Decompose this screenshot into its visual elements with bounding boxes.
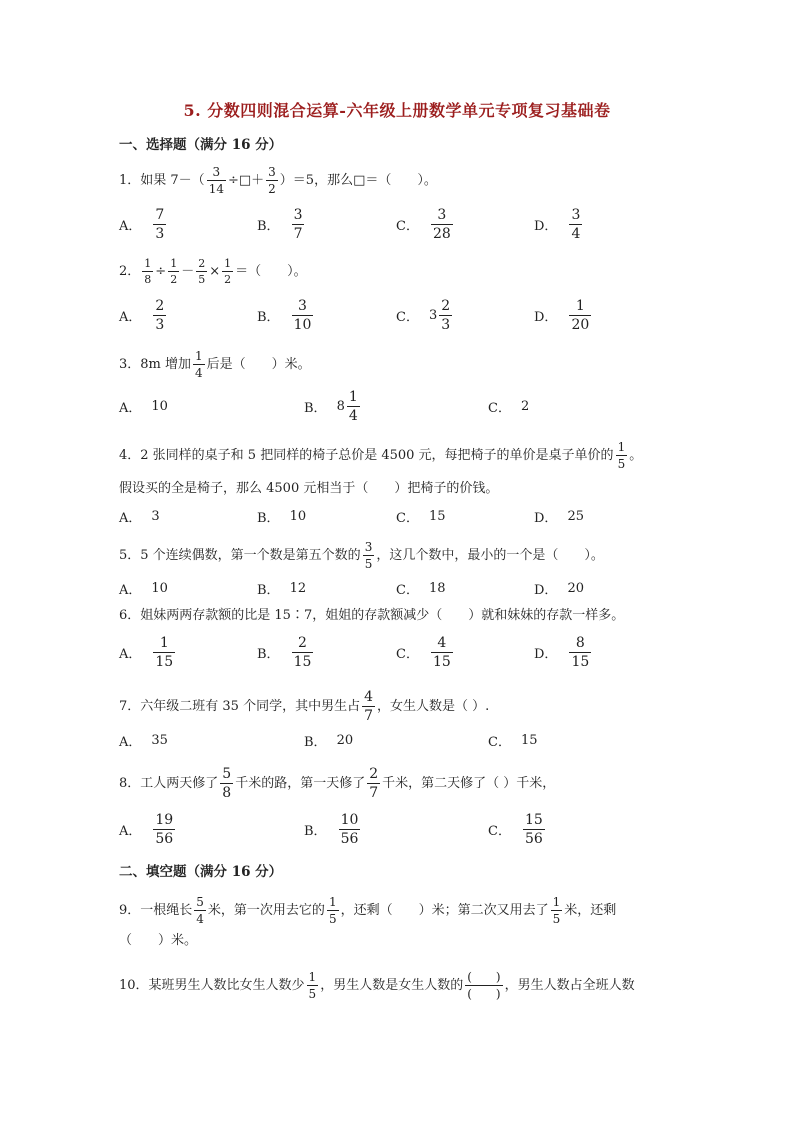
question-9: 9．一根绳长 $\frac{5}{4}$ 米，第一次用去它的 $\frac{1}{5}$ ，还剩（ ）米；第二次又用去了 $\frac{1}{5}$ 米，还剩: [119, 895, 617, 926]
q2-fraction-2: $\frac{1}{2}$: [170, 257, 178, 286]
q5-options: [119, 568, 679, 608]
question-5: 5．5 个连续偶数，第一个数是第五个数的 $\frac{3}{5}$ ，这几个数中，最小的一个是（ ）。: [119, 540, 604, 571]
q7-option-c[interactable]: C． 15: [488, 732, 538, 750]
q1-text-post: ）＝5，那么□＝（ ）。: [279, 173, 437, 188]
q2-option-a[interactable]: A． $\frac{2}{3}$: [119, 297, 165, 333]
q1-option-b[interactable]: B． $\frac{3}{7}$: [257, 206, 303, 242]
question-10: 10．某班男生人数比女生人数少 $\frac{1}{5}$ ，男生人数是女生人数的 $\frac{( )}{( )}$ ，男生人数占全班人数: [119, 970, 635, 1001]
q1-fraction-2: $\frac{3}{2}$: [268, 165, 276, 196]
q1-text-pre: 1．如果 7－（: [119, 173, 205, 188]
q6-option-b[interactable]: B． $\frac{2}{15}$: [257, 634, 312, 670]
q1-fraction-1: $\frac{3}{14}$: [208, 165, 224, 196]
q1-text-mid: ÷□＋: [227, 173, 265, 188]
section-choice-heading: 一、选择题（满分 16 分）: [119, 137, 283, 153]
q10-blank-fraction[interactable]: $\frac{( )}{( )}$: [467, 970, 501, 1001]
q8-option-b[interactable]: B． $\frac{10}{56}$: [304, 811, 359, 847]
q4-option-a[interactable]: A． 3: [119, 508, 160, 526]
q7-option-a[interactable]: A． 35: [119, 732, 168, 750]
q2-fraction-3: $\frac{2}{5}$: [198, 257, 206, 286]
question-4-line-2: 假设买的全是椅子，那么 4500 元相当于（ ）把椅子的价钱。: [119, 481, 499, 496]
q3-options: [119, 386, 679, 426]
q7-fraction-1: $\frac{4}{7}$: [364, 689, 373, 724]
q9-fraction-3: $\frac{1}{5}$: [552, 895, 561, 926]
q6-options: [119, 632, 679, 672]
question-6: 6．姐妹两两存款额的比是 15∶7，姐姐的存款额减少（ ）就和妹妹的存款一样多。: [119, 608, 625, 623]
q3-option-c[interactable]: C． 2: [488, 398, 530, 416]
question-8: 8．工人两天修了 $\frac{5}{8}$ 千米的路，第一天修了 $\frac{2}{7}$ 千米，第二天修了（ ）千米，: [119, 766, 556, 801]
q7-option-b[interactable]: B． 20: [304, 732, 354, 750]
q5-fraction-1: $\frac{3}{5}$: [364, 540, 373, 571]
q8-option-c[interactable]: C． $\frac{15}{56}$: [488, 811, 543, 847]
q4-options: [119, 496, 679, 536]
question-4-line-1: 4．2 张同样的桌子和 5 把同样的椅子总价是 4500 元，每把椅子的单价是桌子单价的 $\frac{1}{5}$ 。: [119, 440, 643, 471]
q5-option-c[interactable]: C． 18: [396, 580, 446, 598]
q8-options: [119, 809, 679, 849]
q1-option-a[interactable]: A． $\frac{7}{3}$: [119, 206, 165, 242]
q6-option-a[interactable]: A． $\frac{1}{15}$: [119, 634, 174, 670]
q9-fraction-2: $\frac{1}{5}$: [328, 895, 337, 926]
q4-option-d[interactable]: D． 25: [534, 508, 584, 526]
q3-option-b[interactable]: B． 8 $\frac{1}{4}$: [304, 388, 358, 424]
question-2: 2． $\frac{1}{8}$ ÷ $\frac{1}{2}$ － $\frac{2}{5}$ × $\frac{1}{2}$ ＝（ ）。: [119, 257, 307, 286]
q8-option-a[interactable]: A． $\frac{19}{56}$: [119, 811, 174, 847]
q5-option-b[interactable]: B． 12: [257, 580, 307, 598]
question-1: [119, 166, 437, 195]
q7-options: [119, 720, 679, 760]
q5-option-a[interactable]: A． 10: [119, 580, 168, 598]
q2-option-c[interactable]: C． 3 $\frac{2}{3}$: [396, 297, 451, 333]
page-title: 5. 分数四则混合运算-六年级上册数学单元专项复习基础卷: [183, 101, 611, 120]
q1-option-d[interactable]: D． $\frac{3}{4}$: [534, 206, 581, 242]
q8-fraction-1: $\frac{5}{8}$: [222, 766, 232, 801]
q9-fraction-1: $\frac{5}{4}$: [196, 895, 204, 926]
q3-option-a[interactable]: A． 10: [119, 398, 168, 416]
q3-fraction-1: $\frac{1}{4}$: [195, 349, 203, 380]
question-7: 7．六年级二班有 35 个同学，其中男生占 $\frac{4}{7}$ ，女生人数是（ ）.: [119, 689, 490, 724]
q2-fraction-4: $\frac{1}{2}$: [224, 257, 232, 286]
q5-option-d[interactable]: D． 20: [534, 580, 584, 598]
q10-fraction-1: $\frac{1}{5}$: [308, 970, 317, 1001]
question-9-line-2: （ ）米。: [119, 933, 198, 948]
q4-fraction-1: $\frac{1}{5}$: [617, 440, 626, 471]
section-fill-heading: 二、填空题（满分 16 分）: [119, 864, 283, 880]
question-3: 3．8m 增加 $\frac{1}{4}$ 后是（ ）米。: [119, 349, 311, 380]
q2-option-d[interactable]: D． $\frac{1}{20}$: [534, 297, 590, 333]
q4-option-b[interactable]: B． 10: [257, 508, 307, 526]
q6-option-d[interactable]: D． $\frac{8}{15}$: [534, 634, 590, 670]
q6-option-c[interactable]: C． $\frac{4}{15}$: [396, 634, 451, 670]
q8-fraction-2: $\frac{2}{7}$: [369, 766, 379, 801]
q2-options: [119, 295, 679, 335]
q2-option-b[interactable]: B． $\frac{3}{10}$: [257, 297, 312, 333]
q1-option-c[interactable]: C． $\frac{3}{28}$: [396, 206, 451, 242]
q2-fraction-1: $\frac{1}{8}$: [144, 257, 152, 286]
q1-options: [119, 204, 679, 244]
q4-option-c[interactable]: C． 15: [396, 508, 446, 526]
